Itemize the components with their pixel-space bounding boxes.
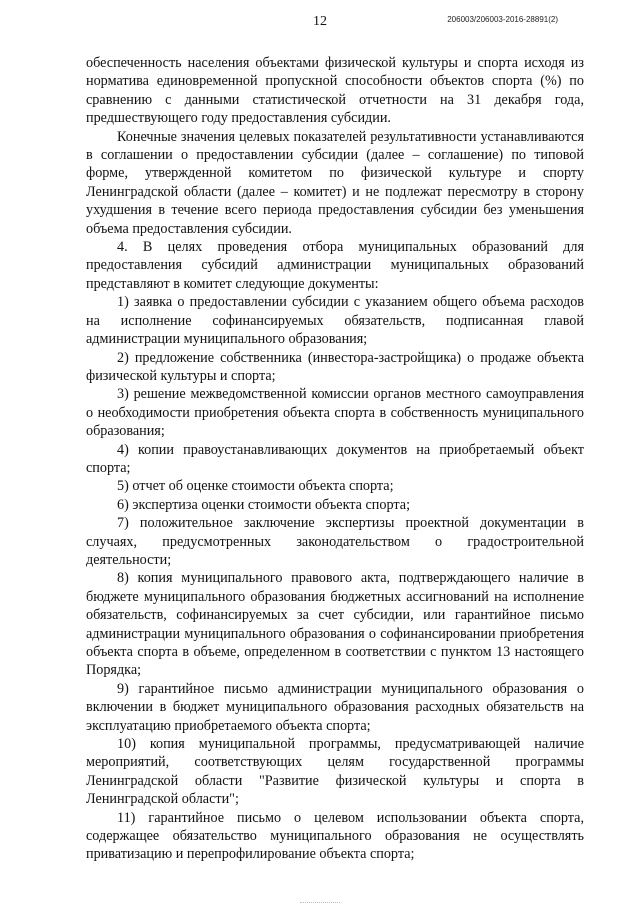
list-item: 5) отчет об оценке стоимости объекта спорта; xyxy=(117,478,394,495)
document-body xyxy=(86,54,584,864)
list-item: 1) заявка о предоставлении субсидии с указанием общего объема расходов на исполнение софинансируемых обязательств, подписанная главой администрации муниципального образования; xyxy=(86,294,584,348)
list-item: 8) копия муниципального правового акта, подтверждающего наличие в бюджете муниципального образования бюджетных ассигнований на исполнение обязательств, софинансируемых за счет субсидии, или гарантийное письмо администрации муниципального образования о софинансировании приобретения объекта спорта в объеме, определенном в соответствии с пунктом 13 настоящего Порядка; xyxy=(86,570,584,679)
list-item: 6) экспертиза оценки стоимости объекта спорта; xyxy=(117,496,411,513)
list-item: 11) гарантийное письмо о целевом использовании объекта спорта, содержащее обязательство муниципального образования не осуществлять приватизацию и перепрофилирование объекта спорта; xyxy=(86,809,584,863)
list-item: 4) копии правоустанавливающих документов на приобретаемый объект спорта; xyxy=(86,441,584,476)
page-number: 12 xyxy=(313,14,327,29)
document-code: 206003/206003-2016-28891(2) xyxy=(447,15,558,24)
list-item: 7) положительное заключение экспертизы проектной документации в случаях, предусмотренных законодательством о градостроительной деятельности; xyxy=(86,515,584,568)
list-item: 3) решение межведомственной комиссии органов местного самоуправления о необходимости приобретения объекта спорта в собственность муниципального образования; xyxy=(86,386,584,440)
paragraph: Конечные значения целевых показателей результативности устанавливаются в соглашении о предоставлении субсидии (далее – соглашение) по типовой форме, утвержденной комитетом по физической культуре и спорту Ленинградской области (далее – комитет) и не подлежат пересмотру в сторону ухудшения в течение всего периода предоставления субсидии без уменьшения объема предоставления субсидии. xyxy=(86,128,584,237)
list-item: 9) гарантийное письмо администрации муниципального образования о включении в бюджет муниципального образования расходных обязательств на эксплуатацию приобретаемого объекта спорта; xyxy=(86,680,584,734)
paragraph: 4. В целях проведения отбора муниципальных образований для предоставления субсидий администрации муниципальных образований представляют в комитет следующие документы: xyxy=(86,239,584,292)
list-item: 2) предложение собственника (инвестора-застройщика) о продаже объекта физической культуры и спорта; xyxy=(86,349,584,384)
page-bottom-mark xyxy=(300,902,340,903)
paragraph: обеспеченность населения объектами физической культуры и спорта исходя из норматива единовременной пропускной способности объектов спорта (%) по сравнению с данными статистической отчетности на 31 декабря года, предшествующего году предоставления субсидии. xyxy=(86,55,584,127)
list-item: 10) копия муниципальной программы, предусматривающей наличие мероприятий, соответствующих целям государственной программы Ленинградской области "Развитие физической культуры и спорта в Ленинградской области"; xyxy=(86,736,584,808)
